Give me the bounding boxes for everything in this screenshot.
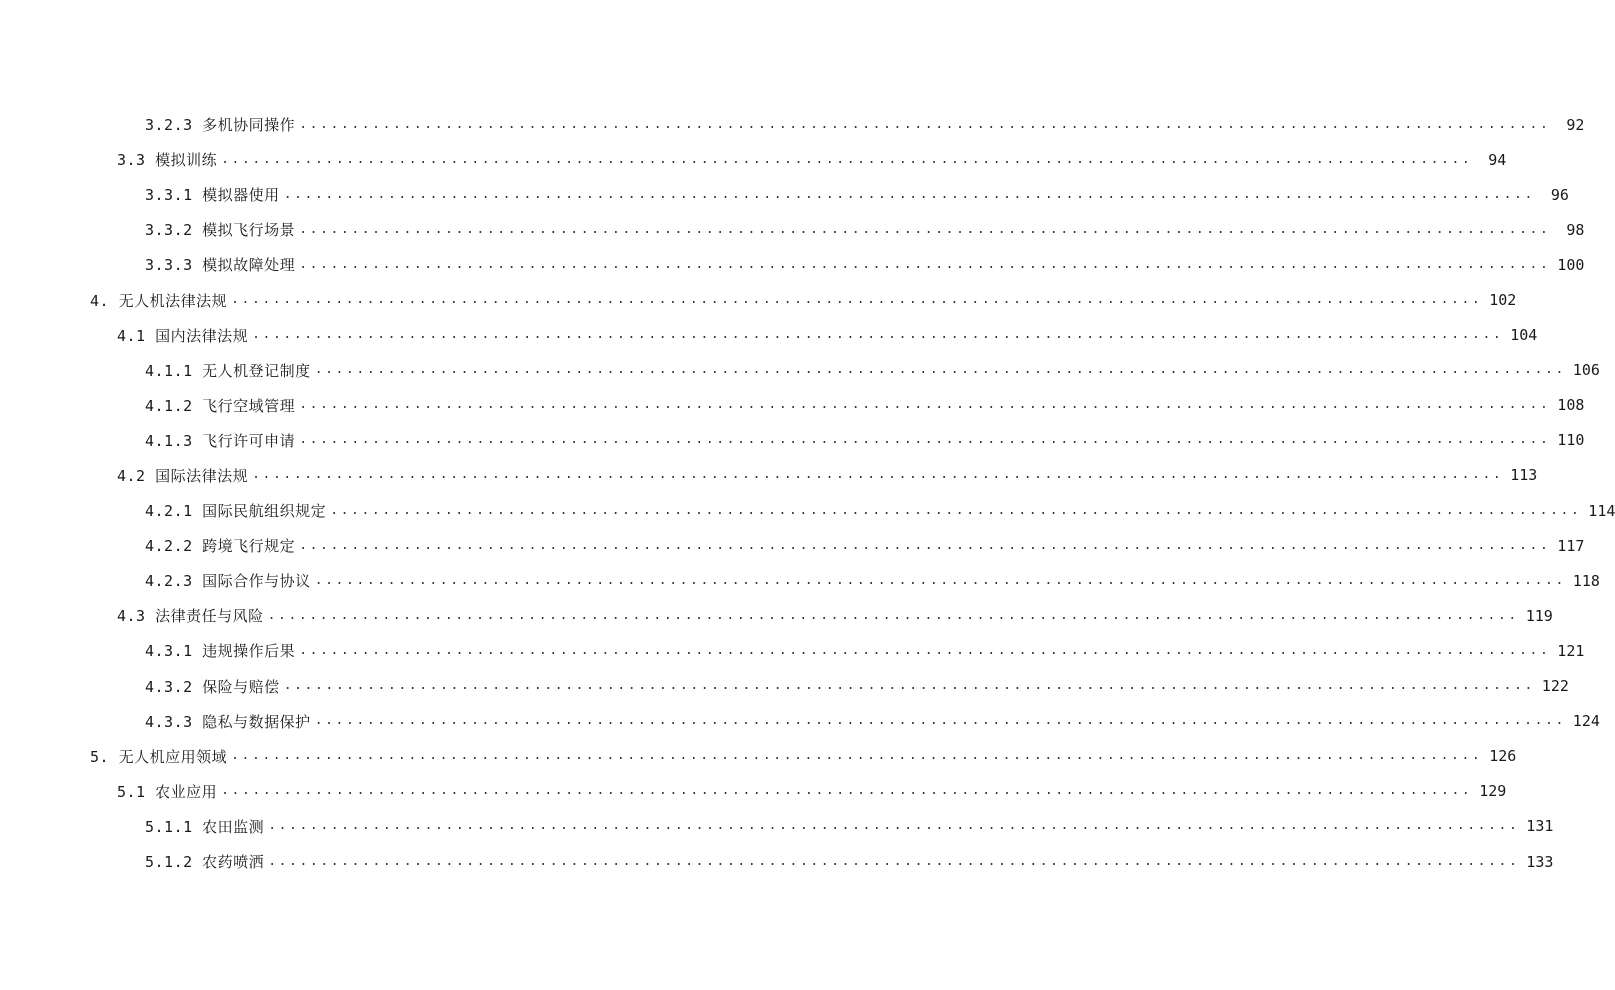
toc-entry-label: 5.1 农业应用	[117, 781, 221, 802]
toc-page-number: 98	[1566, 220, 1585, 239]
toc-dot-leader: ........................................................................................................................	[299, 221, 1551, 237]
toc-dot-leader: ........................................................................................................................	[283, 678, 1535, 694]
toc-entry-label: 5. 无人机应用领域	[90, 746, 231, 767]
toc-page-number: 94	[1488, 150, 1507, 169]
toc-entry-label: 5.1.1 农田监测	[145, 816, 268, 837]
toc-dot-leader: ........................................................................................................................	[252, 327, 1504, 343]
toc-entry[interactable]	[0, 739, 1517, 774]
toc-entry-label: 3.3.1 模拟器使用	[145, 184, 284, 205]
toc-page-number: 129	[1479, 782, 1507, 801]
toc-dot-leader: ........................................................................................................................	[268, 818, 1520, 834]
toc-entry-label: 4.2.1 国际民航组织规定	[145, 500, 330, 521]
toc-page-number: 117	[1557, 536, 1585, 555]
toc-entry[interactable]	[0, 318, 1538, 353]
toc-dot-leader: ........................................................................................................................	[314, 362, 1566, 378]
toc-entry[interactable]	[0, 704, 1600, 739]
toc-dot-leader: ........................................................................................................................	[268, 853, 1520, 869]
toc-page-number: 121	[1557, 641, 1585, 660]
toc-dot-leader: ........................................................................................................................	[283, 186, 1535, 202]
toc-dot-leader: ........................................................................................................................	[221, 783, 1473, 799]
toc-page-number: 108	[1557, 396, 1585, 415]
toc-entry[interactable]	[0, 212, 1585, 247]
toc-entry-label: 5.1.2 农药喷洒	[145, 851, 268, 872]
toc-entry-label: 4.3.1 违规操作后果	[145, 640, 299, 661]
toc-entry[interactable]	[0, 142, 1507, 177]
toc-entry[interactable]	[0, 774, 1507, 809]
toc-page-number: 119	[1525, 606, 1553, 625]
toc-dot-leader: ........................................................................................................................	[267, 607, 1519, 623]
toc-entry[interactable]	[0, 563, 1600, 598]
toc-entry[interactable]	[0, 107, 1585, 142]
toc-entry-label: 4.2.2 跨境飞行规定	[145, 535, 299, 556]
toc-entry[interactable]	[0, 458, 1538, 493]
toc-page-number: 92	[1566, 115, 1585, 134]
toc-dot-leader: ........................................................................................................................	[330, 502, 1582, 518]
toc-entry[interactable]	[0, 388, 1585, 423]
toc-entry[interactable]	[0, 528, 1585, 563]
toc-entry-label: 3.3.3 模拟故障处理	[145, 254, 299, 275]
toc-page-number: 96	[1550, 185, 1569, 204]
toc-page-number: 104	[1510, 326, 1538, 345]
toc-entry-label: 4.2.3 国际合作与协议	[145, 570, 315, 591]
toc-page-number: 122	[1541, 677, 1569, 696]
toc-entry[interactable]	[0, 177, 1569, 212]
toc-entry[interactable]	[0, 633, 1585, 668]
toc-page-number: 114	[1588, 501, 1615, 520]
toc-dot-leader: ........................................................................................................................	[299, 116, 1551, 132]
toc-dot-leader: ........................................................................................................................	[299, 537, 1551, 553]
toc-entry-label: 4.3.2 保险与赔偿	[145, 676, 284, 697]
toc-dot-leader: ........................................................................................................................	[314, 572, 1566, 588]
toc-entry-label: 4.1.1 无人机登记制度	[145, 360, 315, 381]
toc-entry-label: 4.3 法律责任与风险	[117, 605, 268, 626]
table-of-contents	[0, 107, 1615, 879]
toc-page-number: 100	[1557, 255, 1585, 274]
toc-page-number: 133	[1526, 852, 1554, 871]
toc-page-number: 110	[1557, 431, 1585, 450]
toc-page-number: 126	[1489, 747, 1517, 766]
toc-entry-label: 4.1 国内法律法规	[117, 325, 252, 346]
toc-entry-label: 4.1.2 飞行空域管理	[145, 395, 299, 416]
toc-entry-label: 4.1.3 飞行许可申请	[145, 430, 299, 451]
toc-entry[interactable]	[0, 598, 1553, 633]
toc-dot-leader: ........................................................................................................................	[231, 748, 1483, 764]
toc-entry-label: 3.3.2 模拟飞行场景	[145, 219, 299, 240]
toc-dot-leader: ........................................................................................................................	[299, 432, 1551, 448]
toc-entry[interactable]	[0, 493, 1615, 528]
toc-page-number: 102	[1489, 291, 1517, 310]
toc-entry[interactable]	[0, 809, 1554, 844]
toc-entry[interactable]	[0, 247, 1585, 282]
toc-dot-leader: ........................................................................................................................	[252, 467, 1504, 483]
toc-page-number: 131	[1526, 817, 1554, 836]
toc-page-number: 124	[1572, 712, 1600, 731]
toc-page-number: 113	[1510, 466, 1538, 485]
toc-entry-label: 4. 无人机法律法规	[90, 290, 231, 311]
toc-page-number: 106	[1572, 361, 1600, 380]
toc-entry[interactable]	[0, 353, 1600, 388]
toc-dot-leader: ........................................................................................................................	[231, 292, 1483, 308]
toc-dot-leader: ........................................................................................................................	[221, 151, 1473, 167]
toc-dot-leader: ........................................................................................................................	[299, 397, 1551, 413]
toc-entry-label: 3.2.3 多机协同操作	[145, 114, 299, 135]
toc-entry[interactable]	[0, 423, 1585, 458]
toc-entry-label: 4.2 国际法律法规	[117, 465, 252, 486]
toc-dot-leader: ........................................................................................................................	[299, 256, 1551, 272]
toc-dot-leader: ........................................................................................................................	[314, 713, 1566, 729]
toc-page-number: 118	[1572, 571, 1600, 590]
toc-entry[interactable]	[0, 282, 1517, 317]
toc-entry-label: 3.3 模拟训练	[117, 149, 221, 170]
toc-entry-label: 4.3.3 隐私与数据保护	[145, 711, 315, 732]
toc-entry[interactable]	[0, 669, 1569, 704]
toc-dot-leader: ........................................................................................................................	[299, 642, 1551, 658]
toc-entry[interactable]	[0, 844, 1554, 879]
